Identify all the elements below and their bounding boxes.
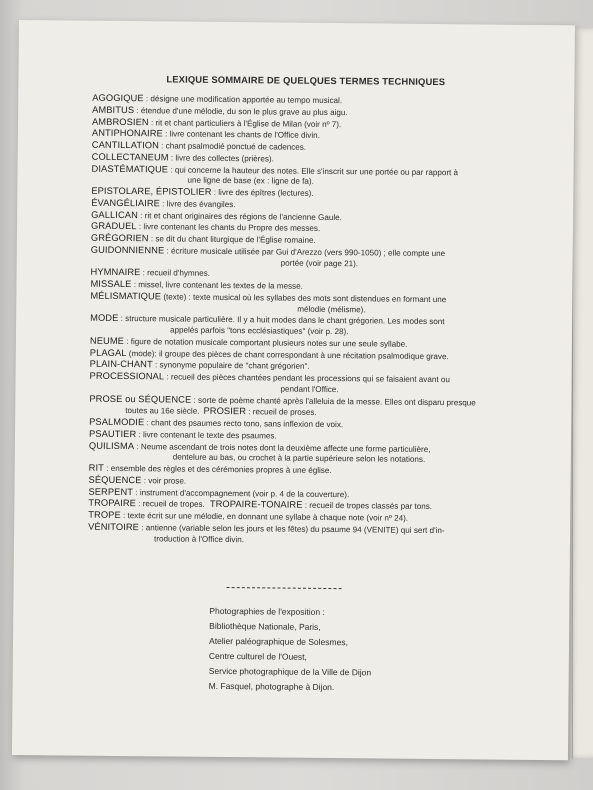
glossary-definition-continued: dentelure au bas, ou crochet à la partie supérieure selon les notations.: [172, 452, 426, 465]
glossary-term: NEUME: [89, 335, 125, 346]
glossary-term: SÉQUENCE: [88, 474, 142, 485]
credit-line: Service photographique de la Ville de Dijon: [208, 665, 372, 678]
glossary-definition: : livre contenant les chants du Propre des messes.: [136, 222, 321, 234]
glossary-definition: : figure de notation musicale comportant plusieurs notes sur une seule syllabe.: [123, 336, 408, 349]
glossary-definition: : ensemble des règles et des cérémonies propres à une église.: [103, 463, 332, 476]
glossary-definition: : livre contenant les chants de l'Office divin.: [162, 129, 320, 141]
glossary-definition: : Neume ascendant de trois notes dont la deuxième affecte une forme particulière,: [134, 441, 431, 454]
glossary-term: DIASTÉMATIQUE: [91, 163, 169, 174]
glossary-definition: : écriture musicale utilisée par Gui d'Arezzo (vers 990-1050) ; elle compte une: [164, 246, 446, 258]
glossary-term: MÉLISMATIQUE: [90, 290, 162, 302]
glossary-definition: : rit et chant particuliers à l'Église de Milan (voir nº 7).: [148, 117, 342, 129]
glossary-definition-continued: troduction à l'Office divin.: [153, 533, 245, 544]
credit-line: M. Fasquel, photographe à Dijon.: [208, 680, 335, 693]
glossary-definition: : voir prose.: [141, 475, 187, 486]
credit-line: Centre culturel de l'Ouest,: [208, 650, 307, 662]
glossary-list: [88, 93, 554, 549]
glossary-definition-continued: appelés parfois "tons ecclésiastiques" (voir p. 28).: [169, 325, 349, 337]
glossary-definition: : chant des psaumes recto tono, sans inflexion de voix.: [144, 418, 344, 430]
glossary-term: RIT: [88, 462, 105, 473]
glossary-definition: : structure musicale particulière. Il y a huit modes dans le chant grégorien. Les modes sont: [118, 314, 445, 327]
glossary-definition: : livre des épîtres (lectures).: [211, 187, 314, 198]
glossary-definition: : recueil d'hymnes.: [140, 268, 210, 279]
glossary-term: HYMNAIRE: [90, 266, 141, 278]
glossary-term: PSAUTIER: [88, 428, 137, 439]
glossary-term: ÉVANGÉLIAIRE: [91, 197, 161, 209]
glossary-definition: : désigne une modification apportée au tempo musical.: [143, 94, 343, 106]
glossary-definition: : rit et chant originaires des régions de l'ancienne Gaule.: [137, 210, 342, 222]
glossary-entry: [88, 521, 550, 548]
glossary-term: GRÉGORIEN: [90, 232, 149, 244]
glossary-term: AMBITUS: [92, 104, 135, 115]
glossary-term: PROSE ou SÉQUENCE: [89, 393, 192, 405]
glossary-term: AMBROSIEN: [91, 116, 149, 127]
glossary-definition: : recueil des pièces chantées pendant les processions qui se faisaient avant ou: [164, 372, 450, 385]
glossary-term: TROPAIRE-TONAIRE: [209, 499, 303, 510]
glossary-term: TROPAIRE: [88, 497, 137, 509]
glossary-term: GALLICAN: [91, 209, 138, 220]
glossary-term: PROSIER: [203, 406, 247, 417]
glossary-definition-continued: une ligne de base (ex : ligne de fa).: [187, 175, 314, 187]
glossary-definition: : se dit du chant liturgique de l'Église romaine.: [148, 234, 316, 245]
glossary-term: MISSALE: [90, 278, 132, 290]
glossary-definition: : antienne (variable selon les jours et les fêtes) du psaume 94 (VENITE) qui sert d'in-: [138, 522, 445, 535]
glossary-definition-continued: portée (voir page 21).: [280, 258, 359, 268]
glossary-definition: (texte) : texte musical où les syllabes des mots sont distendues en formant une: [161, 292, 447, 304]
glossary-term: ANTIPHONAIRE: [91, 127, 163, 139]
adjacent-page-edge: [572, 27, 593, 758]
glossary-definition: : livre des collectes (prières).: [168, 153, 274, 164]
glossary-definition: : chant psalmodié ponctué de cadences.: [158, 141, 307, 152]
glossary-definition: : missel, livre contenant les textes de la messe.: [131, 280, 303, 291]
glossary-term: PLAIN-CHANT: [89, 358, 153, 370]
glossary-definition: : livre des évangiles.: [159, 199, 236, 209]
glossary-term: VÉNITOIRE: [88, 521, 140, 532]
glossary-term: SERPENT: [88, 486, 134, 497]
credit-line: Bibliothèque Nationale, Paris,: [209, 620, 321, 632]
glossary-definition: : sorte de poème chanté après l'alleluia de la messe. Elles ont disparu presque: [191, 395, 476, 407]
glossary-term: TROPE: [88, 509, 121, 520]
glossary-term: EPISTOLARE, ÉPISTOLIER: [91, 185, 212, 197]
glossary-definition: : texte écrit sur une mélodie, en donnant une syllabe à chaque note (voir nº 24).: [120, 511, 409, 523]
glossary-definition: : qui concerne la hauteur des notes. Elle s'inscrit sur une portée ou par rapport à: [168, 164, 459, 177]
glossary-definition: : étendue d'une mélodie, du son le plus grave au plus aigu.: [134, 105, 348, 117]
glossary-term: QUILISMA: [88, 440, 135, 451]
glossary-term: GUIDONNIENNE: [90, 244, 165, 256]
credit-line: Atelier paléographique de Solesmes,: [209, 635, 349, 648]
glossary-term: CANTILLATION: [91, 139, 160, 151]
glossary-term: PROCESSIONAL: [89, 370, 165, 382]
glossary-definition: : recueil de proses.: [246, 407, 317, 418]
glossary-term: GRADUEL: [90, 220, 137, 232]
glossary-definition-continued-text: toutes au 16e siècle.: [125, 406, 200, 417]
credit-line: Photographies de l'exposition :: [209, 605, 325, 617]
glossary-definition-continued: pendant l'Office.: [280, 384, 339, 394]
glossary-term: MODE: [90, 312, 119, 324]
glossary-term: PLAGAL: [89, 347, 127, 358]
separator-line: [227, 587, 342, 589]
photo-credits: [209, 604, 372, 696]
page-title: LEXIQUE SOMMAIRE DE QUELQUES TERMES TECHNIQUES: [166, 73, 446, 88]
glossary-term: AGOGIQUE: [92, 92, 144, 104]
glossary-definition: : synonyme populaire de "chant grégorien".: [152, 360, 310, 372]
glossary-definition: : recueil de tropes classés par tons.: [302, 500, 433, 512]
glossary-definition: : livre contenant le texte des psaumes.: [136, 429, 277, 441]
glossary-term: PSALMODIE: [89, 416, 145, 428]
document-page: [12, 20, 575, 760]
glossary-definition-continued: mélodie (mélisme).: [297, 304, 366, 314]
glossary-term: COLLECTANEUM: [91, 151, 169, 163]
glossary-definition: : instrument d'accompagnement (voir p. 4 de la couverture).: [133, 487, 350, 499]
glossary-definition: : recueil de tropes.: [135, 499, 205, 510]
glossary-definition: (mode): il groupe des pièces de chant correspondant à une récitation psalmodique grave.: [126, 348, 449, 361]
